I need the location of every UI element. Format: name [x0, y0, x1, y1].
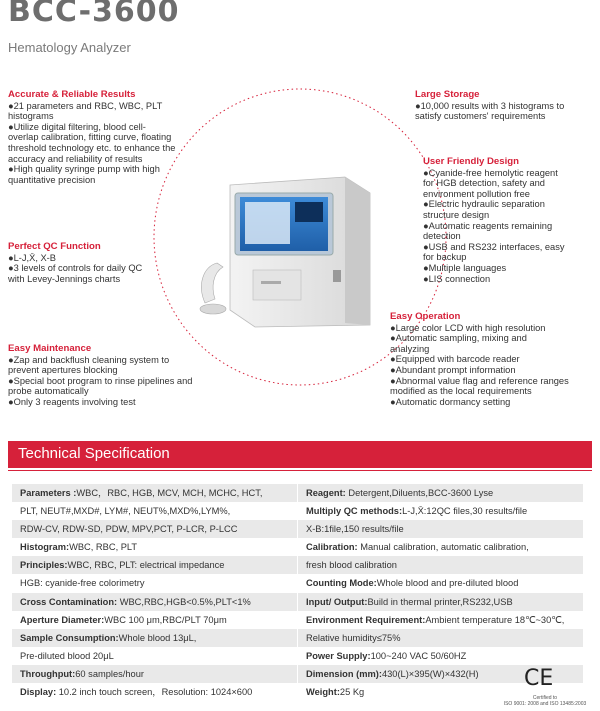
spec-value: 60 samples/hour — [75, 668, 144, 679]
feature-text: ●21 parameters and RBC, WBC, PLT histograms ●Utilize digital filtering, blood cell- overlap calibration, fitting curve, floating threshold technology etc. to enhance the accuracy and reliability of results ●High quality syringe pump with high quantitative precision — [8, 100, 176, 185]
ce-mark: CE — [524, 666, 554, 691]
spec-value: Detergent,Diluents,BCC-3600 Lyse — [345, 488, 494, 498]
spec-value: HGB: cyanide-free colorimetry — [20, 578, 145, 589]
feature-text: ●Zap and backflush cleaning system to prevent apertures blocking ●Special boot program to rinse pipelines and probe automatically ●Only 3 reagents involving test — [8, 354, 193, 407]
spec-row — [12, 629, 297, 647]
spec-value: WBC,RBC,HGB<0.5%,PLT<1% — [117, 596, 251, 607]
spec-value: Whole blood 13μL, — [118, 632, 197, 643]
spec-label: Reagent: — [306, 488, 346, 498]
spec-label: Parameters : — [20, 488, 77, 498]
spec-row — [12, 502, 297, 520]
spec-value: Relative humidity≤75% — [306, 632, 401, 643]
feature-text: ●L-J,X̄, X-B ●3 levels of controls for daily QC with Levey-Jennings charts — [8, 252, 143, 284]
spec-row — [298, 538, 583, 556]
feature-heading: Easy Maintenance — [8, 343, 92, 354]
feature-text: ●Large color LCD with high resolution ●Automatic sampling, mixing and analyzing ●Equipped with barcode reader ●Abundant prompt information ●Abnormal value flag and reference ranges modified as the local requirements ●Automatic dormancy setting — [390, 322, 569, 407]
feature-heading: Large Storage — [415, 89, 480, 100]
feature-accurate-results — [8, 90, 208, 185]
spec-header-bar — [8, 441, 592, 468]
spec-row — [12, 665, 297, 683]
spec-label: Sample Consumption: — [20, 632, 119, 643]
spec-row — [298, 484, 583, 502]
spec-label: Throughput: — [20, 668, 76, 679]
spec-value: 430(L)×395(W)×432(H) — [381, 668, 479, 679]
spec-value: 100~240 VAC 50/60HZ — [370, 650, 467, 661]
spec-row — [12, 647, 297, 665]
spec-value: fresh blood calibration — [306, 560, 397, 571]
feature-easy-operation — [390, 312, 595, 407]
spec-value: 25 Kg — [339, 687, 365, 698]
spec-label: Histogram: — [20, 542, 70, 553]
spec-row — [12, 683, 297, 701]
feature-heading: Accurate & Reliable Results — [8, 89, 136, 100]
spec-value: L-J,X̄:12QC files,30 results/file — [402, 506, 528, 517]
spec-row — [12, 593, 297, 611]
feature-text: ●10,000 results with 3 histograms to satisfy customers' requirements — [415, 100, 565, 122]
spec-title: Technical Specification — [18, 445, 170, 462]
spec-row — [12, 611, 297, 629]
spec-value: WBC 100 μm,RBC/PLT 70μm — [104, 614, 227, 625]
spec-row — [298, 574, 583, 592]
product-title: BCC-3600 — [8, 0, 180, 29]
spec-value: Build in thermal printer,RS232,USB — [367, 596, 513, 607]
feature-user-friendly — [423, 157, 598, 284]
spec-value: WBC, RBC, PLT: electrical impedance — [67, 560, 225, 571]
spec-row — [298, 520, 583, 538]
feature-qc-function — [8, 242, 188, 284]
spec-label: Principles: — [20, 560, 68, 571]
spec-row — [298, 502, 583, 520]
spec-row — [12, 556, 297, 574]
spec-value: WBC, RBC, PLT — [69, 542, 138, 553]
spec-row — [12, 484, 297, 502]
spec-value: RDW-CV, RDW-SD, PDW, MPV,PCT, P-LCR, P-LCC — [20, 524, 238, 535]
spec-label: Calibration: — [306, 542, 358, 553]
feature-heading: Perfect QC Function — [8, 241, 101, 252]
spec-row — [12, 520, 297, 538]
spec-label: Weight: — [306, 687, 340, 698]
spec-row — [298, 593, 583, 611]
spec-label: Dimension (mm): — [306, 668, 382, 679]
feature-heading: User Friendly Design — [423, 156, 519, 167]
spec-row — [298, 647, 583, 665]
spec-row — [298, 611, 583, 629]
spec-value: Ambient temperature 18℃~30℃, — [425, 614, 565, 625]
spec-label: Aperture Diameter: — [20, 614, 105, 625]
spec-row — [12, 574, 297, 592]
spec-value: Manual calibration, automatic calibration, — [357, 542, 529, 553]
spec-row — [298, 629, 583, 647]
spec-label: Multiply QC methods: — [306, 506, 403, 517]
spec-value: PLT, NEUT#,MXD#, LYM#, NEUT%,MXD%,LYM%, — [20, 506, 231, 517]
spec-label: Input/ Output: — [306, 596, 368, 607]
product-subtitle: Hematology Analyzer — [8, 40, 131, 55]
spec-row — [298, 556, 583, 574]
spec-value: WBC，RBC, HGB, MCV, MCH, MCHC, HCT, — [76, 488, 263, 498]
analyzer-device-image — [195, 175, 375, 330]
spec-value: 10.2 inch touch screen，Resolution: 1024×600 — [56, 687, 253, 698]
spec-label: Power Supply: — [306, 650, 371, 661]
spec-value: X-B:1file,150 results/file — [306, 524, 404, 535]
feature-large-storage — [415, 90, 595, 122]
spec-value: Whole blood and pre-diluted blood — [376, 578, 519, 589]
feature-easy-maintenance — [8, 344, 228, 408]
spec-row — [12, 538, 297, 556]
spec-column-left — [12, 484, 297, 701]
feature-heading: Easy Operation — [390, 311, 461, 322]
spec-label: Display: — [20, 687, 57, 698]
spec-label: Cross Contamination: — [20, 596, 118, 607]
spec-label: Counting Mode: — [306, 578, 377, 589]
spec-value: Pre-diluted blood 20μL — [20, 650, 114, 661]
spec-divider — [8, 470, 592, 471]
feature-text: ●Cyanide-free hemolytic reagent for HGB detection, safety and environment pollution free ●Electric hydraulic separation structure design ●Automatic reagents remaining detection ●USB and RS232 interfaces, easy for backup ●Multiple languages ●LIS connection — [423, 167, 565, 284]
certification-note: Certified to ISO 9001: 2008 and ISO 13485:2003 — [503, 695, 587, 707]
spec-label: Environment Requirement: — [306, 614, 426, 625]
